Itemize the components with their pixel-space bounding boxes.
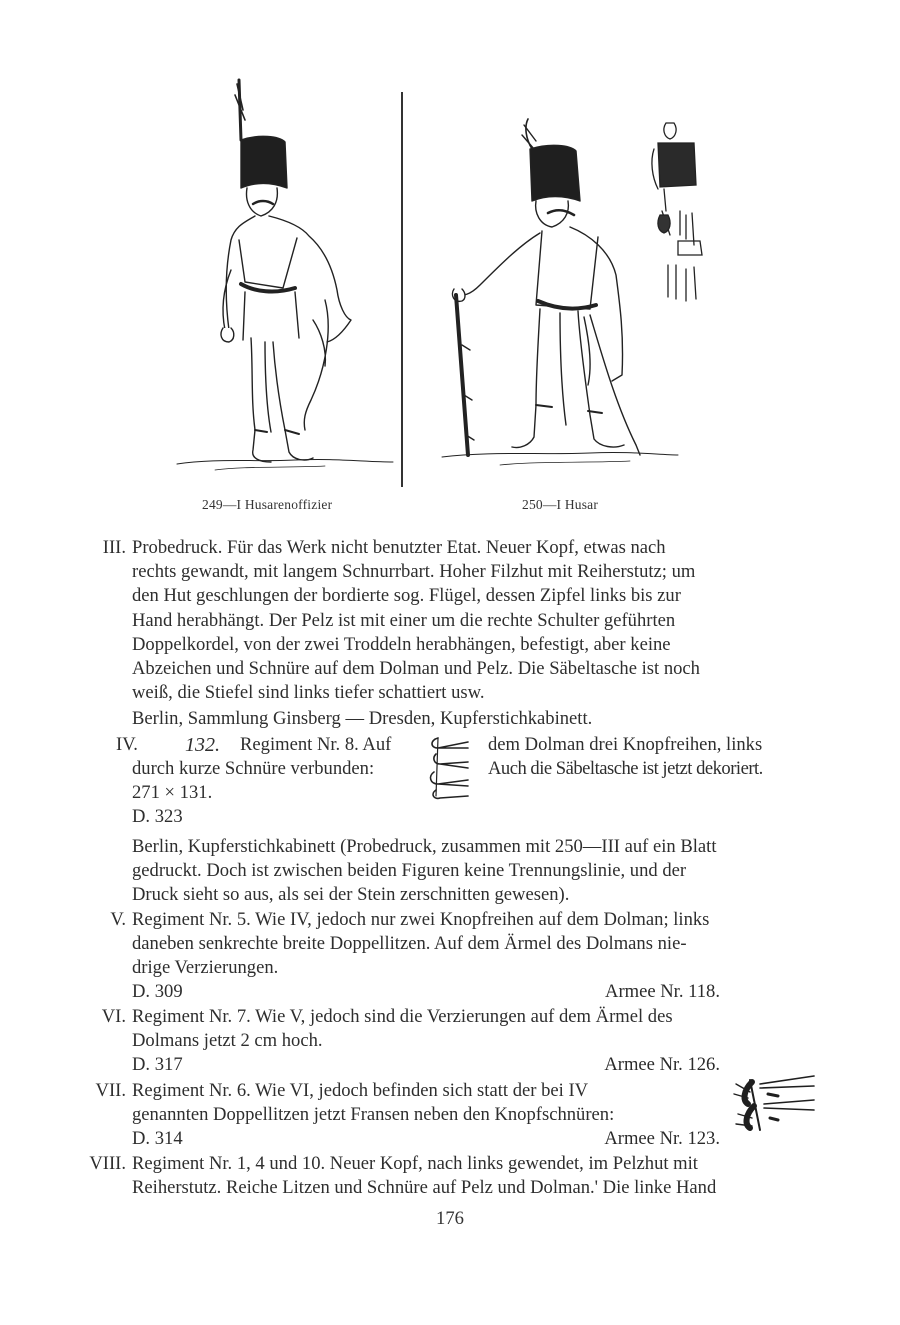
text-line: Probedruck. Für das Werk nicht benutzter Etat. Neuer Kopf, etwas nach [132,537,666,558]
cord-ornament-icon [424,732,476,807]
armee-reference: Armee Nr. 123. [604,1128,720,1149]
text-line: Regiment Nr. 6. Wie VI, jedoch befinden sich statt der bei IV [132,1080,589,1101]
text-line: Dolmans jetzt 2 cm hoch. [132,1030,323,1051]
text-line: Berlin, Sammlung Ginsberg — Dresden, Kupferstichkabinett. [132,708,593,729]
d-reference: D. 317 [132,1054,183,1075]
armee-reference: Armee Nr. 118. [605,981,720,1002]
entry-numeral: V. [110,909,126,930]
entry-numeral: VII. [95,1080,126,1101]
entry-numeral: VIII. [89,1153,126,1174]
text-line: daneben senkrechte breite Doppellitzen. Auf dem Ärmel des Dolmans nie- [132,933,687,954]
page-number: 176 [436,1208,464,1229]
d-reference: D. 314 [132,1128,183,1149]
text-line: durch kurze Schnüre verbunden: [132,758,375,779]
dimensions: 271 × 131. [132,782,213,803]
hussar-illustration [440,105,680,480]
text-line: Regiment Nr. 8. Auf [240,734,392,755]
text-line: weiß, die Stiefel sind links tiefer schattiert usw. [132,682,485,703]
armee-reference: Armee Nr. 126. [604,1054,720,1075]
catalogue-number: 132. [185,734,220,756]
d-reference: D. 309 [132,981,183,1002]
detail-sketches [650,115,715,305]
text-line: Regiment Nr. 7. Wie V, jedoch sind die Verzierungen auf dem Ärmel des [132,1006,673,1027]
text-line: dem Dolman drei Knopfreihen, links [488,734,763,755]
hussar-officier-illustration [175,70,395,480]
d-reference: D. 323 [132,806,183,827]
entry-numeral: IV. [116,734,138,755]
caption-figure-250: 250—I Husar [522,497,599,512]
text-line: gedruckt. Doch ist zwischen beiden Figuren keine Trennungslinie, und der [132,860,687,881]
figure-divider-line [401,92,403,487]
text-line: Druck sieht so aus, als sei der Stein zerschnitten gewesen). [132,884,570,905]
text-line: Auch die Säbeltasche ist jetzt dekoriert. [488,758,763,779]
text-line: Berlin, Kupferstichkabinett (Probedruck, zusammen mit 250—III auf ein Blatt [132,836,717,857]
text-line: rechts gewandt, mit langem Schnurrbart. Hoher Filzhut mit Reiherstutz; um [132,561,696,582]
text-line: Regiment Nr. 5. Wie IV, jedoch nur zwei Knopfreihen auf dem Dolman; links [132,909,710,930]
text-line: den Hut geschlungen der bordierte sog. Flügel, dessen Zipfel links bis zur [132,585,681,606]
text-line: Abzeichen und Schnüre auf dem Dolman und Pelz. Die Säbeltasche ist noch [132,658,700,679]
text-line: genannten Doppellitzen jetzt Fransen neben den Knopfschnüren: [132,1104,615,1125]
text-line: drige Verzierungen. [132,957,279,978]
fringe-ornament-icon [730,1070,818,1145]
text-line: Doppelkordel, von der zwei Troddeln herabhängen, befestigt, aber keine [132,634,671,655]
text-line: Reiherstutz. Reiche Litzen und Schnüre auf Pelz und Dolman.' Die linke Hand [132,1177,717,1198]
caption-figure-249: 249—I Husarenoffizier [202,497,333,512]
text-line: Hand herabhängt. Der Pelz ist mit einer um die rechte Schulter geführten [132,610,676,631]
entry-numeral: III. [102,537,126,558]
text-line: Regiment Nr. 1, 4 und 10. Neuer Kopf, nach links gewendet, im Pelzhut mit [132,1153,698,1174]
entry-numeral: VI. [101,1006,126,1027]
